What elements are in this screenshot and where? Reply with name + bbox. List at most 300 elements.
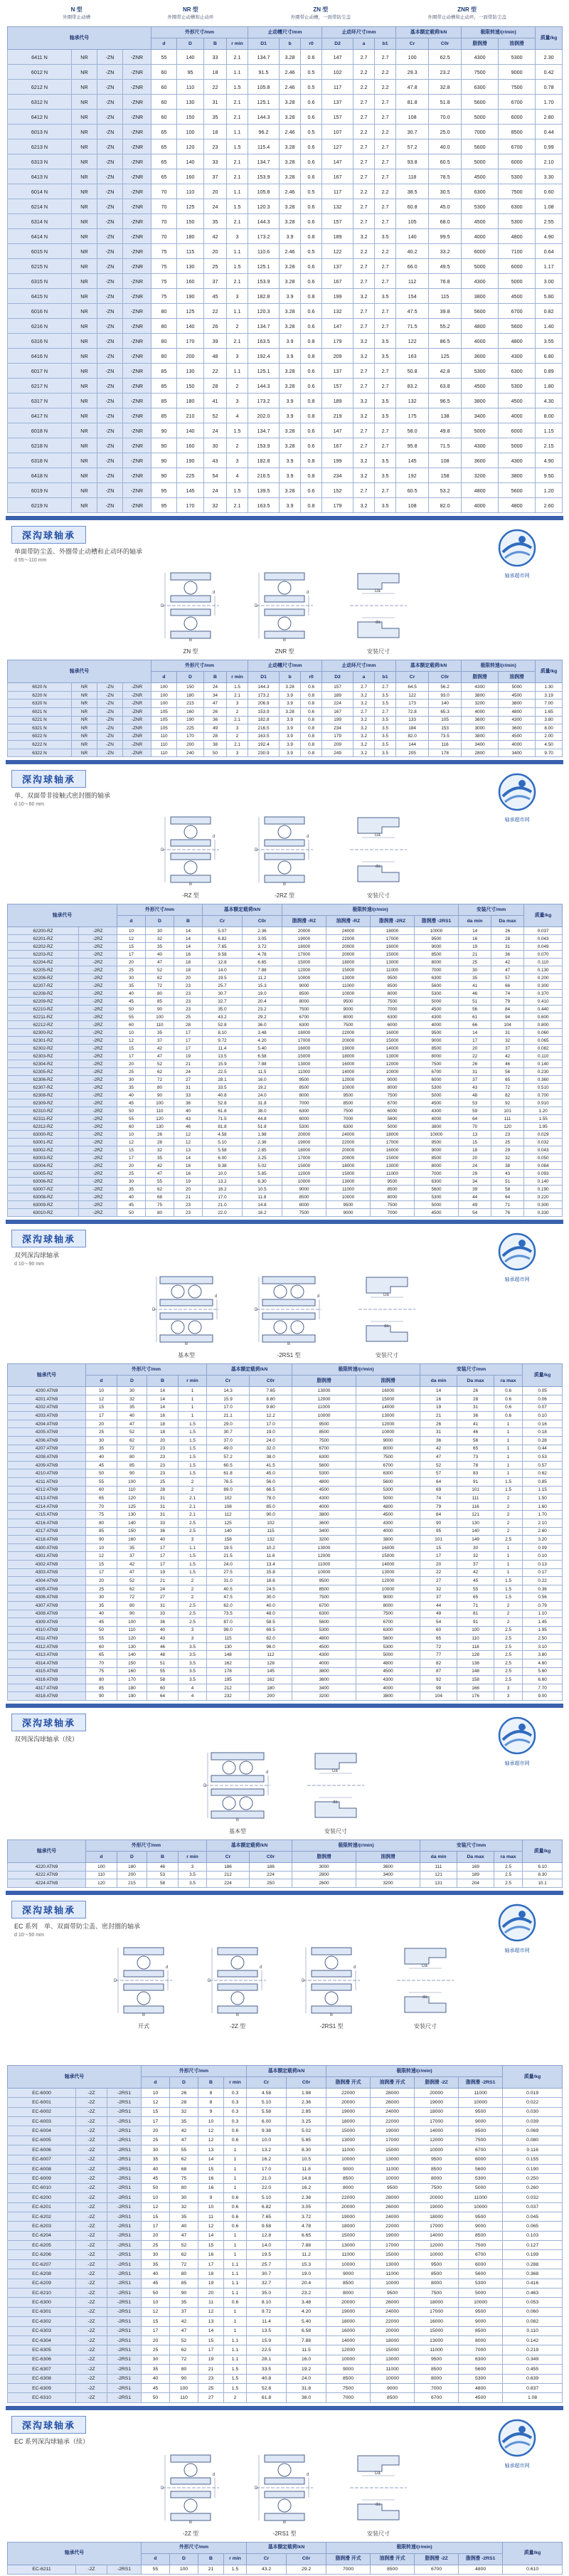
- bearing-designation-cell: 62304-RZ: [8, 1060, 79, 1068]
- bearing-cross-section-drawing: [160, 2451, 221, 2524]
- value-cell: 3: [494, 1684, 523, 1692]
- value-cell: 125: [177, 304, 204, 319]
- value-cell: 60: [147, 1684, 179, 1692]
- value-cell: 17: [86, 1412, 117, 1420]
- value-cell: 4300: [462, 50, 499, 65]
- value-cell: 152: [322, 483, 353, 498]
- value-cell: 30: [117, 1178, 146, 1186]
- value-cell: 3600: [462, 349, 499, 364]
- value-cell: 21: [198, 2365, 224, 2374]
- column-header: 脂润滑 -2RS1: [459, 2076, 503, 2088]
- value-cell: 12000: [326, 1076, 371, 1084]
- column-header: 极限转速/(r/min): [326, 2065, 503, 2076]
- value-cell: 7500: [326, 1107, 371, 1115]
- value-cell: 132: [250, 1536, 292, 1544]
- value-cell: 11.2: [243, 974, 282, 982]
- diagram-label: 安装尺寸: [367, 892, 390, 899]
- value-cell: -2RS1: [107, 2565, 142, 2574]
- value-cell: 84: [491, 1005, 524, 1013]
- diagram-label: 安装尺寸: [367, 648, 390, 655]
- value-cell: -2RS1: [107, 2241, 142, 2250]
- value-cell: 2.7: [375, 199, 396, 214]
- column-header: 质量/kg: [523, 1840, 563, 1863]
- bearing-designation-cell: 4209 ATN9: [8, 1461, 86, 1469]
- value-cell: 42: [204, 229, 227, 244]
- table-row: [8, 1577, 563, 1585]
- table-row: [8, 1403, 563, 1412]
- value-cell: 11.4: [203, 1045, 243, 1052]
- bearing-designation-cell: EC-6306: [8, 2355, 76, 2364]
- value-cell: 0.039: [503, 2116, 563, 2126]
- bearing-designation-cell: 62305-RZ: [8, 1068, 79, 1076]
- value-cell: 17: [117, 1154, 146, 1162]
- table-row: [8, 2202, 563, 2212]
- value-cell: 46: [174, 1123, 203, 1131]
- value-cell: -ZN: [97, 379, 123, 394]
- column-header: 安装尺寸/mm: [420, 1364, 523, 1376]
- column-header: D1: [248, 38, 280, 50]
- value-cell: -2RS1: [107, 2393, 142, 2402]
- bearing-designation-cell: 6222 N: [8, 741, 72, 749]
- value-cell: 13000: [371, 1052, 415, 1060]
- value-cell: 28: [174, 1021, 203, 1029]
- value-cell: 52: [204, 408, 227, 423]
- table-row: [8, 2174, 563, 2183]
- value-cell: 57: [491, 974, 524, 982]
- header-row: [8, 1840, 563, 1852]
- value-cell: 224: [207, 1879, 250, 1888]
- bearing-designation-cell: 4314 ATN9: [8, 1659, 86, 1668]
- value-cell: 15000: [371, 2250, 415, 2259]
- table-row: [8, 379, 563, 394]
- value-cell: 12.8: [203, 959, 243, 966]
- value-cell: 20000: [415, 2088, 459, 2097]
- value-cell: 23: [204, 139, 227, 154]
- value-cell: -ZN: [97, 125, 123, 139]
- value-cell: 1.95: [524, 1123, 563, 1131]
- value-cell: 10000: [326, 1193, 371, 1201]
- value-cell: 4000: [356, 1684, 420, 1692]
- svg-text:B: B: [189, 2520, 193, 2524]
- value-cell: -2Z: [76, 2193, 107, 2202]
- value-cell: 7500: [371, 1201, 415, 1209]
- value-cell: 20: [86, 1420, 117, 1428]
- value-cell: -2Z: [76, 2116, 107, 2126]
- value-cell: 25: [142, 2241, 170, 2250]
- value-cell: 25: [117, 1170, 146, 1178]
- value-cell: 35: [146, 943, 174, 951]
- value-cell: 38.5: [396, 184, 429, 199]
- value-cell: NR: [72, 483, 97, 498]
- value-cell: 5.07: [203, 927, 243, 935]
- value-cell: 8000: [282, 998, 326, 1005]
- table-row: [8, 1659, 563, 1668]
- spec-table-t4: [7, 1363, 563, 1701]
- value-cell: 104: [420, 1692, 457, 1701]
- value-cell: -2RZ: [79, 966, 117, 974]
- bearing-designation-cell: 6020 N: [8, 683, 72, 692]
- value-cell: 9000: [371, 2383, 415, 2392]
- value-cell: 2.1: [179, 1502, 207, 1511]
- value-cell: 2.7: [375, 259, 396, 274]
- value-cell: 6300: [356, 1469, 420, 1478]
- value-cell: -2RZ: [79, 1052, 117, 1060]
- value-cell: 205: [396, 749, 429, 757]
- value-cell: -ZNR: [123, 408, 151, 423]
- value-cell: 22000: [371, 2317, 415, 2326]
- value-cell: 6000: [499, 154, 536, 169]
- value-cell: 49.5: [429, 259, 462, 274]
- value-cell: 2.5: [494, 1676, 523, 1684]
- value-cell: 3200: [462, 468, 499, 483]
- value-cell: 33: [147, 1610, 179, 1618]
- value-cell: -ZN: [97, 110, 123, 125]
- value-cell: 7500: [499, 80, 536, 95]
- value-cell: 12000: [282, 1170, 326, 1178]
- column-header: ra max: [494, 1376, 523, 1387]
- value-cell: 37: [420, 1593, 457, 1602]
- svg-text:d: d: [213, 2472, 216, 2477]
- value-cell: 5300: [462, 364, 499, 379]
- bearing-diagram: [113, 1944, 174, 2030]
- value-cell: 6.58: [287, 2326, 326, 2335]
- value-cell: 4000: [499, 741, 536, 749]
- value-cell: 5.58: [247, 2107, 287, 2116]
- value-cell: 18000: [282, 1029, 326, 1037]
- value-cell: -ZN: [97, 229, 123, 244]
- value-cell: 4000: [415, 1021, 459, 1029]
- value-cell: 3200: [292, 1692, 356, 1701]
- value-cell: 3.2: [353, 741, 375, 749]
- value-cell: NR: [72, 304, 97, 319]
- column-header: 轴承代号: [8, 660, 151, 683]
- value-cell: 122: [396, 691, 429, 700]
- value-cell: 49.0: [207, 1445, 250, 1453]
- value-cell: -2Z: [76, 2107, 107, 2116]
- value-cell: NR: [72, 498, 97, 513]
- value-cell: 21: [198, 2565, 224, 2574]
- value-cell: 110: [170, 2393, 198, 2402]
- section-subtitle: 双列深沟球轴承（续）: [14, 1736, 79, 1743]
- value-cell: 25: [491, 1139, 524, 1146]
- value-cell: 3.9: [280, 289, 301, 304]
- value-cell: 16: [198, 2174, 224, 2183]
- value-cell: 25: [174, 1013, 203, 1021]
- value-cell: 19000: [282, 1139, 326, 1146]
- value-cell: 154: [396, 289, 429, 304]
- value-cell: 2.36: [243, 1139, 282, 1146]
- value-cell: -ZN: [97, 716, 123, 724]
- value-cell: 37: [204, 169, 227, 184]
- value-cell: 0.260: [503, 2183, 563, 2192]
- value-cell: 5.02: [243, 1162, 282, 1170]
- value-cell: 50: [204, 749, 227, 757]
- value-cell: 19000: [326, 2107, 371, 2116]
- value-cell: -2RZ: [79, 1146, 117, 1154]
- value-cell: 28000: [371, 2088, 415, 2097]
- table-row: [8, 2250, 563, 2259]
- value-cell: 41: [204, 394, 227, 408]
- value-cell: 104: [491, 1021, 524, 1029]
- table-row: [8, 943, 563, 951]
- value-cell: 4300: [499, 453, 536, 468]
- bearing-designation-cell: EC-6210: [8, 2289, 76, 2298]
- value-cell: 2: [494, 1618, 523, 1627]
- table-row: [8, 1412, 563, 1420]
- value-cell: 199: [322, 453, 353, 468]
- table-row: [8, 1154, 563, 1162]
- section-banner: [6, 760, 563, 904]
- diagram-strip: [10, 1749, 559, 1835]
- value-cell: 190: [177, 716, 204, 724]
- value-cell: 11.5: [287, 2345, 326, 2355]
- value-cell: 5600: [292, 1618, 356, 1627]
- value-cell: -ZNR: [123, 716, 151, 724]
- value-cell: 8500: [282, 1193, 326, 1201]
- value-cell: 110: [177, 184, 204, 199]
- value-cell: 85: [151, 394, 177, 408]
- value-cell: 58: [491, 1186, 524, 1193]
- value-cell: 147: [322, 319, 353, 334]
- value-cell: 8.30: [243, 1178, 282, 1186]
- value-cell: 82: [491, 1092, 524, 1099]
- value-cell: 53: [147, 1871, 179, 1879]
- value-cell: 8500: [415, 951, 459, 959]
- value-cell: 90: [146, 1005, 174, 1013]
- value-cell: 20: [142, 2231, 170, 2240]
- value-cell: -2Z: [76, 2174, 107, 2183]
- value-cell: 140: [457, 1527, 494, 1536]
- value-cell: 130: [117, 1511, 147, 1519]
- column-header: 极限转速/(r/min): [462, 660, 536, 672]
- column-header: d: [117, 916, 146, 927]
- value-cell: 6700: [282, 1013, 326, 1021]
- value-cell: 1: [224, 2174, 247, 2183]
- value-cell: -2RZ: [79, 1154, 117, 1162]
- column-header: d: [86, 1852, 117, 1863]
- value-cell: NR: [72, 229, 97, 244]
- value-cell: 224: [322, 700, 353, 708]
- value-cell: 5.10: [203, 1139, 243, 1146]
- value-cell: 87: [420, 1667, 457, 1676]
- value-cell: 40.5: [207, 1585, 250, 1593]
- table-row: [8, 1494, 563, 1503]
- value-cell: 17: [174, 1045, 203, 1052]
- value-cell: 4800: [499, 229, 536, 244]
- value-cell: 2.7: [353, 199, 375, 214]
- value-cell: 21: [174, 1060, 203, 1068]
- value-cell: 0.07: [523, 1403, 563, 1412]
- table-row: [8, 125, 563, 139]
- value-cell: 0.043: [524, 935, 563, 943]
- value-cell: 30.7: [207, 1428, 250, 1437]
- value-cell: 85: [117, 1461, 147, 1469]
- value-cell: 31.0: [207, 1577, 250, 1585]
- bearing-diagram: [160, 813, 221, 899]
- value-cell: 134.7: [248, 319, 280, 334]
- value-cell: 0.6: [224, 2298, 247, 2307]
- value-cell: 105: [429, 716, 462, 724]
- value-cell: 0.360: [524, 1076, 563, 1084]
- value-cell: 3.2: [353, 468, 375, 483]
- value-cell: 60.5: [396, 483, 429, 498]
- value-cell: 8.00: [536, 724, 563, 733]
- value-cell: -2Z: [76, 2250, 107, 2259]
- value-cell: 4800: [356, 1502, 420, 1511]
- value-cell: 3.28: [280, 169, 301, 184]
- value-cell: 57.2: [207, 1453, 250, 1462]
- column-header: 脂润滑 -RZ: [282, 916, 326, 927]
- value-cell: 65.3: [429, 707, 462, 716]
- value-cell: 62.5: [429, 50, 462, 65]
- value-cell: 54: [420, 1618, 457, 1627]
- value-cell: 11000: [326, 1186, 371, 1193]
- value-cell: 8500: [371, 1186, 415, 1193]
- value-cell: 160: [177, 274, 204, 289]
- value-cell: 78: [457, 1461, 494, 1469]
- value-cell: 13.2: [247, 2145, 287, 2155]
- value-cell: -2RS1: [107, 2383, 142, 2392]
- spec-table-wrap-t4: [7, 1363, 562, 1701]
- value-cell: 4300: [462, 683, 499, 692]
- value-cell: 85: [151, 408, 177, 423]
- column-header: 外形尺寸/mm: [142, 2542, 247, 2553]
- column-header: 脂润滑: [292, 1376, 356, 1387]
- value-cell: 8500: [415, 1154, 459, 1162]
- column-header: b: [280, 38, 301, 50]
- value-cell: 0.230: [524, 1068, 563, 1076]
- svg-text:D: D: [255, 2486, 258, 2491]
- bearing-designation-cell: EC-6001: [8, 2098, 76, 2107]
- value-cell: -ZNR: [123, 453, 151, 468]
- table-row: [8, 1029, 563, 1037]
- value-cell: 23: [174, 1005, 203, 1013]
- table-row: [8, 1146, 563, 1154]
- value-cell: 10000: [371, 2374, 415, 2383]
- value-cell: 15000: [326, 966, 371, 974]
- value-cell: -2RZ: [79, 1068, 117, 1076]
- bearing-designation-cell: 4202 ATN9: [8, 1403, 86, 1412]
- bore-range-note: d 10～60 mm: [14, 802, 45, 808]
- value-cell: 30: [170, 2193, 198, 2202]
- value-cell: 0.639: [503, 2374, 563, 2383]
- column-header: Da max: [457, 1852, 494, 1863]
- value-cell: 20: [86, 1577, 117, 1585]
- value-cell: 0.6: [224, 2126, 247, 2136]
- logo-caption: 轴承超市网: [504, 2463, 530, 2469]
- value-cell: 10000: [415, 1131, 459, 1139]
- column-header: 油润滑 -RZ: [326, 916, 371, 927]
- value-cell: 6300: [356, 1626, 420, 1635]
- value-cell: 0.043: [524, 1146, 563, 1154]
- value-cell: 0.600: [524, 1013, 563, 1021]
- value-cell: 122: [396, 334, 429, 349]
- value-cell: 51: [459, 998, 491, 1005]
- value-cell: 16: [420, 1395, 457, 1404]
- value-cell: 0.8: [301, 498, 322, 513]
- column-header: B: [204, 38, 227, 50]
- value-cell: 26: [204, 707, 227, 716]
- value-cell: 2.1: [227, 691, 248, 700]
- value-cell: 12000: [356, 1577, 420, 1585]
- value-cell: 72: [117, 1445, 147, 1453]
- mounting-dimension-drawing: [348, 569, 409, 642]
- table-row: [8, 2222, 563, 2231]
- value-cell: 130: [457, 1519, 494, 1527]
- value-cell: 110: [86, 1871, 117, 1879]
- value-cell: 6300: [292, 1610, 356, 1618]
- value-cell: -ZN: [97, 139, 123, 154]
- value-cell: -ZN: [97, 700, 123, 708]
- column-header: b: [280, 672, 301, 683]
- value-cell: 3600: [292, 1519, 356, 1527]
- value-cell: 2.1: [227, 154, 248, 169]
- bearing-designation-cell: 63008-RZ: [8, 1193, 79, 1201]
- value-cell: 3000: [462, 724, 499, 733]
- value-cell: 0.8: [301, 716, 322, 724]
- column-header: B: [147, 1376, 179, 1387]
- table-row: [8, 483, 563, 498]
- value-cell: -2Z: [76, 2326, 107, 2335]
- value-cell: 5000: [356, 1651, 420, 1659]
- value-cell: 4800: [499, 334, 536, 349]
- value-cell: 56: [491, 1068, 524, 1076]
- value-cell: 70: [86, 1659, 117, 1668]
- table-row: [8, 1445, 563, 1453]
- value-cell: 40.8: [203, 1092, 243, 1099]
- bearing-designation-cell: EC-6207: [8, 2259, 76, 2269]
- value-cell: 6700: [499, 95, 536, 110]
- spec-table-t2: [7, 660, 563, 757]
- value-cell: 80: [170, 2269, 198, 2279]
- value-cell: 31: [147, 1494, 179, 1503]
- column-header: C0r: [287, 2553, 326, 2565]
- column-header: D2: [322, 38, 353, 50]
- value-cell: -ZNR: [123, 244, 151, 259]
- bearing-designation-cell: 6012 N: [8, 65, 72, 80]
- value-cell: 16: [198, 2250, 224, 2259]
- bearing-designation-cell: 62206-RZ: [8, 974, 79, 982]
- value-cell: 3400: [462, 741, 499, 749]
- svg-text:D: D: [161, 2486, 164, 2491]
- value-cell: -2RZ: [79, 1178, 117, 1186]
- value-cell: 7500: [499, 184, 536, 199]
- value-cell: 55: [151, 50, 177, 65]
- value-cell: 1.40: [536, 319, 563, 334]
- value-cell: 125.1: [248, 259, 280, 274]
- value-cell: 22000: [326, 1139, 371, 1146]
- bearing-designation-cell: EC-6008: [8, 2164, 76, 2173]
- value-cell: 0.6: [301, 438, 322, 453]
- value-cell: 0.10: [523, 1552, 563, 1561]
- value-cell: 1: [179, 1387, 207, 1395]
- value-cell: 35: [204, 110, 227, 125]
- bearing-designation-cell: 4315 ATN9: [8, 1667, 86, 1676]
- table-row: [8, 1879, 563, 1888]
- value-cell: 0.300: [524, 982, 563, 990]
- value-cell: 8500: [415, 2269, 459, 2279]
- value-cell: -2Z: [76, 2183, 107, 2192]
- value-cell: 10: [117, 1029, 146, 1037]
- value-cell: 4.20: [287, 2307, 326, 2316]
- value-cell: -ZNR: [123, 724, 151, 733]
- value-cell: 145: [396, 453, 429, 468]
- value-cell: 6700: [356, 1618, 420, 1627]
- table-row: [8, 2241, 563, 2250]
- value-cell: 16.0: [287, 2355, 326, 2364]
- value-cell: 110: [151, 741, 177, 749]
- value-cell: -ZN: [97, 184, 123, 199]
